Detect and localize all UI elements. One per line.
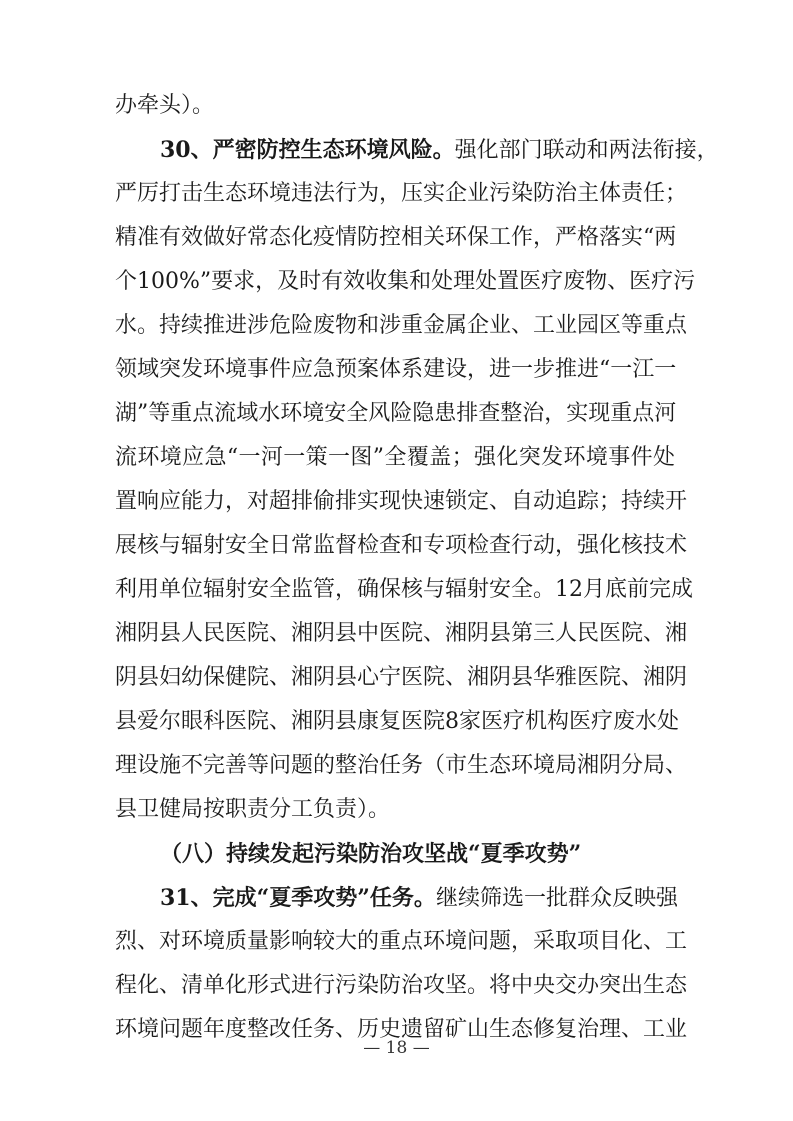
- item-31-paragraph-start: [160, 878, 678, 918]
- text-line: 强化部门联动和两法衔接，: [454, 138, 719, 163]
- text-line: 水。持续推进涉危险废物和涉重金属企业、工业园区等重点: [115, 313, 688, 338]
- text-line: 阴县妇幼保健院、湘阴县心宁医院、湘阴县华雅医院、湘阴: [115, 665, 688, 690]
- item-31-title: 31、完成“夏季攻势”任务。: [160, 885, 436, 911]
- item-30-paragraph-start: [160, 130, 719, 170]
- text-line: 烈、对环境质量影响较大的重点环境问题，采取项目化、工: [115, 929, 688, 954]
- text-line: 严厉打击生态环境违法行为，压实企业污染防治主体责任；: [115, 181, 688, 206]
- text-line: 展核与辐射安全日常监督检查和专项检查行动，强化核技术: [115, 533, 688, 558]
- text-line: 湖”等重点流域水环境安全风险隐患排查整治，实现重点河: [115, 401, 677, 426]
- section-heading: （八）持续发起污染防治攻坚战“夏季攻势”: [160, 841, 582, 867]
- text-line: 县爱尔眼科医院、湘阴县康复医院8家医疗机构医疗废水处: [115, 709, 679, 734]
- page-number: — 18 —: [363, 1038, 430, 1058]
- text-line: 办牵头）。: [115, 93, 215, 118]
- item-30-title: 30、严密防控生态环境风险。: [160, 137, 455, 163]
- text-line: 环境问题年度整改任务、历史遗留矿山生态修复治理、工业: [115, 1017, 688, 1042]
- text-line: 湘阴县人民医院、湘阴县中医院、湘阴县第三人民医院、湘: [115, 621, 688, 646]
- text-line: 个100%”要求，及时有效收集和处理处置医疗废物、医疗污: [115, 269, 696, 294]
- text-line: 领域突发环境事件应急预案体系建设，进一步推进“一江一: [115, 357, 677, 382]
- text-line: 程化、清单化形式进行污染防治攻坚。将中央交办突出生态: [115, 973, 688, 998]
- text-line: 继续筛选一批群众反映强: [435, 886, 678, 911]
- text-line: 置响应能力，对超排偷排实现快速锁定、自动追踪；持续开: [115, 489, 688, 514]
- text-line: 利用单位辐射安全监管，确保核与辐射安全。12月底前完成: [115, 577, 693, 602]
- text-line: 县卫健局按职责分工负责）。: [115, 797, 391, 822]
- text-line: 流环境应急“一河一策一图”全覆盖；强化突发环境事件处: [115, 445, 675, 470]
- text-line: 理设施不完善等问题的整治任务（市生态环境局湘阴分局、: [115, 753, 688, 778]
- text-line: 精准有效做好常态化疫情防控相关环保工作，严格落实“两: [115, 225, 677, 250]
